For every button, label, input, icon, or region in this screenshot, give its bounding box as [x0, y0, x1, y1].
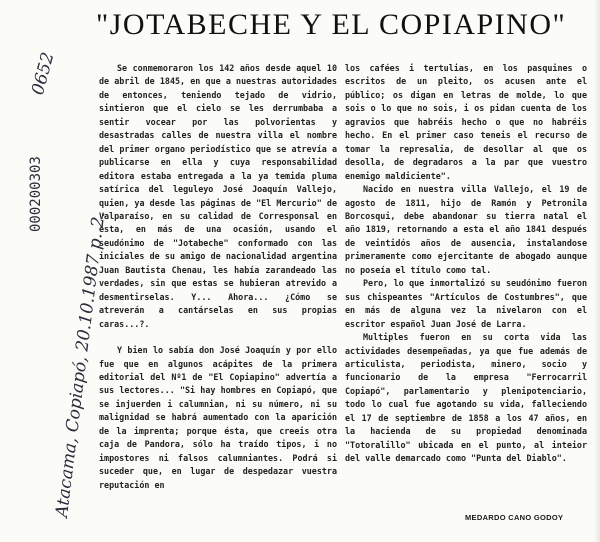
- paragraph: Y bien lo sabía don José Joaquín y por ello fue que en algunos acápites de la primera editorial del Nº1 de "El Copiapino" advertía a sus lectores... "Si hay hombres en Copiapó, que se injuerden i calumnian, ni su número, ni su malignidad se habrá aumentado con la aparición de la imprenta; porque ésta, que creeis otra caja de Pandora, sólo ha traído tipos, i no impostores ni falsos calumniantes. Podrá si suceder que, en lugar de despedazar vuestra reputación en: [99, 345, 337, 490]
- archive-number: 000200303: [28, 156, 44, 232]
- article-column-left: [99, 62, 337, 492]
- paragraph: Nacido en nuestra villa Vallejo, el 19 de agosto de 1811, hijo de Ramón y Petronila Borcosqui, debe abandonar su tierra natal el año 1819, retornando a esta el año 1841 después de veintidós años de ausencia, instalandose primeramente como ejercitante de abogado aunque no poseía el título como tal.: [345, 184, 587, 275]
- article-headline: "JOTABECHE Y EL COPIAPINO": [96, 8, 567, 41]
- author-byline: MEDARDO CANO GODOY: [465, 513, 564, 522]
- paragraph: los cafées i tertulias, en los pasquines o escritos de un pleito, os acusen ante el público; os digan en letras de molde, lo que sois o lo que no sois, i os pidan cuenta de los agravios que habréis hecho o que no habréis hecho. En el primer caso teneis el recurso de tomar la represalia, de desollar al que os desolla, de degradaros a la par que vuestro enemigo maldiciente".: [345, 63, 587, 181]
- scan-edge: [594, 0, 600, 542]
- handwritten-source-note: Atacama, Copiapó, 20.10.1987 p. 2.: [52, 210, 110, 519]
- paragraph: Pero, lo que inmortalizó su seudónimo fueron sus chispeantes "Artículos de Costumbres", que en más de alguna vez la nivelaron con el escritor español Juan José de Larra.: [345, 278, 587, 329]
- paragraph: Se conmemoraron los 142 años desde aquel 10 de abril de 1845, en que a nuestras autoridades de entonces, teniendo tejado de vidrio, sintieron que el cielo se les derrumbaba a sentir vocear por las polvorientas y desastradas calles de nuestra villa el nombre del primer organo periodístico que se atrevía a publicarse en ella y cuya responsabilidad editora estaba entregada a la ya temida pluma satírica del leguleyo José Joaquín Vallejo, quien, ya desde las páginas de "El Mercurio" de Valparaíso, en su calidad de Corresponsal en esta, en más de una ocasión, usando el seudónimo de "Jotabeche" conformado con las iniciales de su amigo de nacionalidad argentina Juan Bautista Chenau, les había zarandeado las verdades, sin que estas se hubieran atrevido a desmentirselas. Y... Ahora... ¿Cómo se atreverán a cantárselas en sus propias caras...?.: [99, 63, 337, 329]
- article-column-right: [345, 62, 587, 466]
- paragraph: Multiples fueron en su corta vida las actividades desempeñadas, ya que fue además de articulista, periodista, minero, socio y funcionario de la empresa "Ferrocarril Copiapó", parlamentario y plenipotenciario, todo lo cual fue agotando su vida, falleciendo el 17 de septiembre de 1858 a los 47 años, en la hacienda de su propiedad denominada "Totoralillo" ubicada en el punto, al inteior del valle demarcado como "Punta del Diablo".: [345, 332, 587, 464]
- handwritten-code: 0652: [28, 50, 59, 98]
